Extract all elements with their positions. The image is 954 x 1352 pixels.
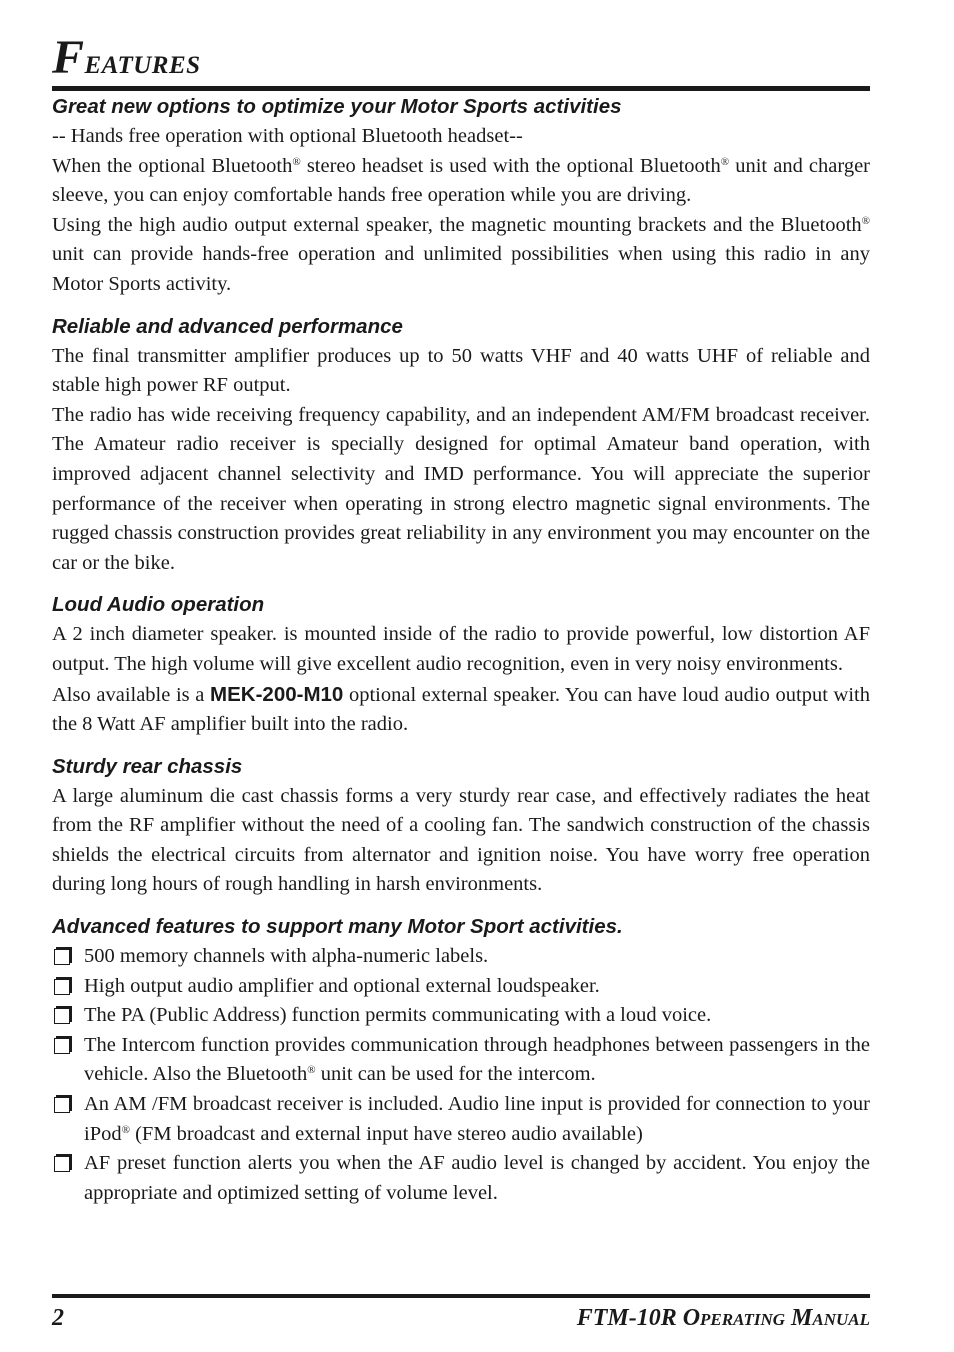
footer-rule (52, 1294, 870, 1298)
page-content (52, 92, 870, 1208)
page-title: Features (52, 31, 201, 84)
registered-mark: ® (861, 214, 870, 227)
paragraph: The final transmitter amplifier produces up to 50 watts VHF and 40 watts UHF of reliable and stable high power RF output. (52, 344, 870, 397)
paragraph: When the optional Bluetooth® stereo headset is used with the optional Bluetooth® unit and charger sleeve, you can enjoy comfortable hands free operation while you are driving. (52, 154, 871, 207)
section-advanced-features (52, 912, 870, 1208)
section-heading: Advanced features to support many Motor Sport activities. (52, 915, 623, 939)
page-footer (52, 1302, 870, 1334)
section-heading: Loud Audio operation (52, 593, 265, 617)
list-item: AF preset function alerts you when the AF audio level is changed by accident. You enjoy the appropriate and optimized setting of volume level. (52, 1149, 870, 1208)
section-heading: Great new options to optimize your Motor Sports activities (52, 95, 622, 118)
checkbox-bullet-icon (54, 1008, 70, 1024)
list-item: High output audio amplifier and optional external loudspeaker. (52, 972, 870, 1002)
section-motor-sports-options (52, 92, 870, 300)
section-heading: Reliable and advanced performance (52, 314, 403, 338)
section-heading: Sturdy rear chassis (52, 754, 243, 778)
checkbox-bullet-icon (54, 1156, 70, 1172)
page-number: 2 (52, 1305, 64, 1331)
title-rule (52, 86, 870, 91)
paragraph: -- Hands free operation with optional Bluetooth headset-- (52, 125, 523, 147)
paragraph: Using the high audio output external speaker, the magnetic mounting brackets and the Bluetooth® unit can provide hands-free operation and unlimited possibilities when using this radio in any Motor Sports activity. (52, 213, 870, 295)
list-item: The PA (Public Address) function permits communicating with a loud voice. (52, 1001, 870, 1031)
registered-mark: ® (292, 155, 301, 168)
checkbox-bullet-icon (54, 1038, 70, 1054)
feature-list (52, 942, 870, 1208)
paragraph: A large aluminum die cast chassis forms a very sturdy rear case, and effectively radiates the heat from the RF amplifier without the need of a cooling fan. The sandwich construction of the chassis shields the electrical circuits from alternator and ignition noise. You have worry free operation during long hours of rough handling in harsh environments. (52, 784, 870, 896)
registered-mark: ® (720, 155, 730, 168)
paragraph: A 2 inch diameter speaker. is mounted inside of the radio to provide powerful, low distortion AF output. The high volume will give excellent audio recognition, even in very noisy environments. (52, 623, 870, 675)
section-loud-audio (52, 590, 870, 739)
registered-mark: ® (307, 1064, 316, 1077)
speaker-model: MEK-200-M10 (210, 682, 344, 706)
checkbox-bullet-icon (54, 1097, 70, 1113)
list-item: The Intercom function provides communication through headphones between passengers in the vehicle. Also the Bluetooth® unit can be used for the intercom. (52, 1031, 870, 1090)
paragraph: The radio has wide receiving frequency capability, and an independent AM/FM broadcast receiver. The Amateur radio receiver is specially designed for optimal Amateur band operation, with improved adjacent channel selectivity and IMD performance. You will appreciate the superior performance of the receiver when operating in strong electro magnetic signal environments. The rugged chassis construction provides great reliability in any environment you may encounter on the car or the bike. (52, 403, 870, 574)
list-item: 500 memory channels with alpha-numeric labels. (52, 942, 870, 972)
registered-mark: ® (121, 1123, 130, 1136)
checkbox-bullet-icon (54, 949, 70, 965)
manual-title: FTM-10R Operating Manual (576, 1305, 870, 1331)
checkbox-bullet-icon (54, 979, 70, 995)
list-item: An AM /FM broadcast receiver is included. Audio line input is provided for connection to your iPod® (FM broadcast and external input have stereo audio available) (52, 1090, 870, 1149)
section-reliable-performance (52, 312, 870, 579)
paragraph: Also available is a MEK-200-M10 optional external speaker. You can have loud audio output with the 8 Watt AF amplifier built into the radio. (52, 682, 870, 736)
section-sturdy-chassis (52, 752, 870, 900)
